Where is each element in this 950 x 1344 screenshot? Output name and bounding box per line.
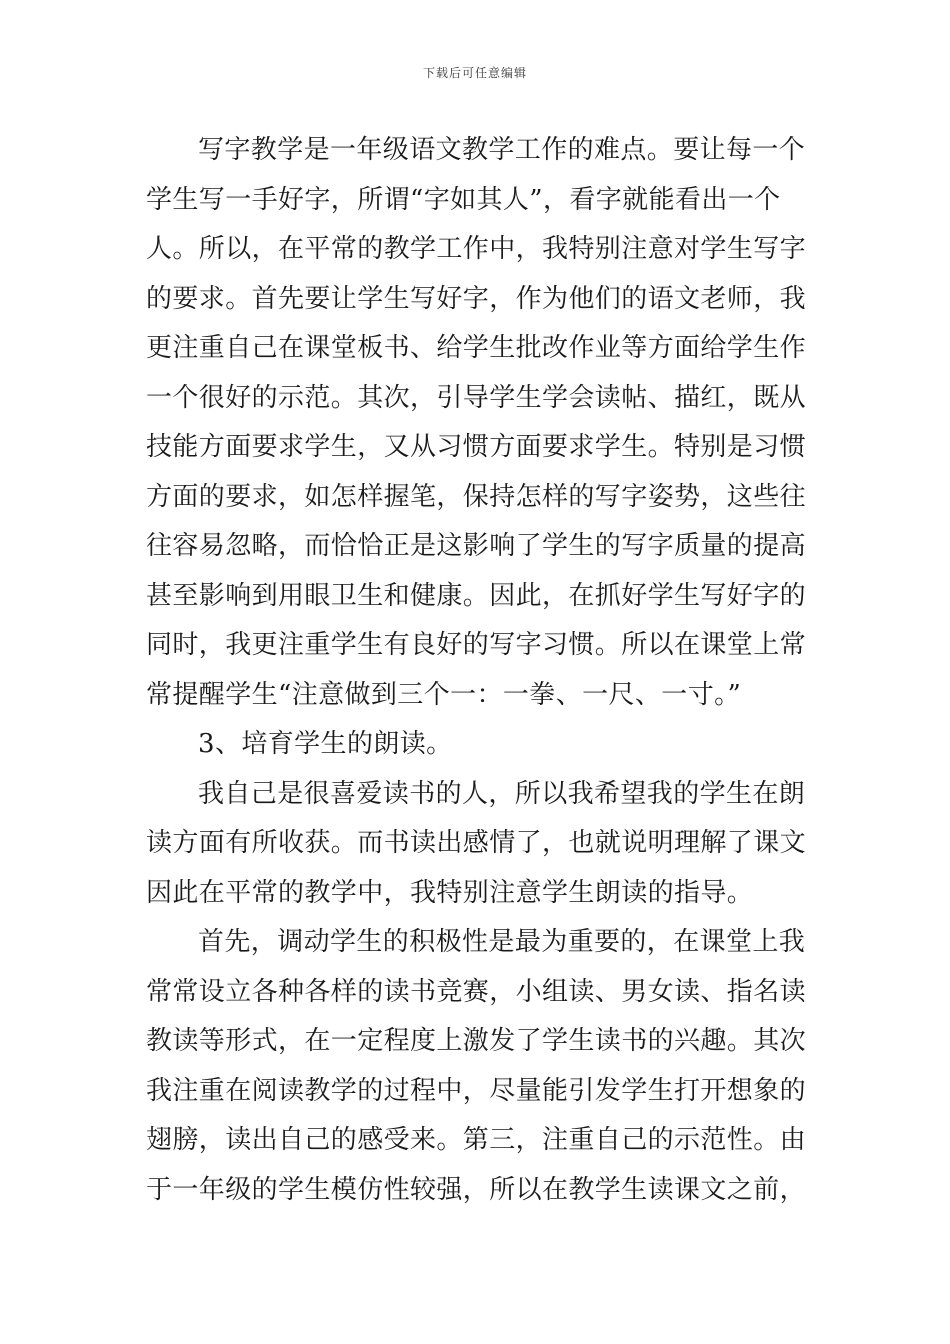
paragraph-line: 于一年级的学生模仿性较强，所以在教学生读课文之前，: [146, 1174, 807, 1205]
paragraph-line: 常提醒学生“注意做到三个一：一拳、一尺、一寸。”: [146, 679, 742, 710]
paragraph-line: 的要求。首先要让学生写好字，作为他们的语文老师，我: [146, 283, 807, 314]
section-heading: 3、培育学生的朗读。: [198, 729, 453, 759]
paragraph-line: 读方面有所收获。而书读出感情了，也就说明理解了课文: [146, 828, 807, 858]
paragraph-line: 同时，我更注重学生有良好的写字习惯。所以在课堂上常: [146, 630, 807, 660]
paragraph-line: 方面的要求，如怎样握笔，保持怎样的写字姿势，这些往: [146, 481, 807, 512]
paragraph-line: 甚至影响到用眼卫生和健康。因此，在抓好学生写好字的: [146, 580, 807, 611]
paragraph-line: 学生写一手好字，所谓“字如其人”，看字就能看出一个: [146, 184, 781, 215]
paragraph-line: 写字教学是一年级语文教学工作的难点。要让每一个: [198, 135, 806, 165]
paragraph-line: 人。所以，在平常的教学工作中，我特别注意对学生写字: [146, 234, 807, 264]
paragraph-line: 翅膀，读出自己的感受来。第三，注重自己的示范性。由: [146, 1125, 807, 1155]
paragraph-line: 我自己是很喜爱读书的人，所以我希望我的学生在朗: [198, 778, 806, 809]
paragraph-line: 更注重自己在课堂板书、给学生批改作业等方面给学生作: [146, 333, 807, 363]
body-text: [146, 126, 808, 1215]
paragraph-line: 常常设立各种各样的读书竞赛，小组读、男女读、指名读: [146, 976, 807, 1007]
paragraph-line: 因此在平常的教学中，我特别注意学生朗读的指导。: [146, 877, 754, 908]
paragraph-line: 我注重在阅读教学的过程中，尽量能引发学生打开想象的: [146, 1075, 807, 1106]
paragraph-line: 一个很好的示范。其次，引导学生学会读帖、描红，既从: [146, 382, 807, 413]
paragraph-line: 技能方面要求学生，又从习惯方面要求学生。特别是习惯: [146, 432, 807, 462]
header-note: 下载后可任意编辑: [422, 66, 527, 80]
paragraph-line: 往容易忽略，而恰恰正是这影响了学生的写字质量的提高: [146, 531, 807, 561]
paragraph-line: 教读等形式，在一定程度上激发了学生读书的兴趣。其次: [146, 1026, 807, 1056]
paragraph-line: 首先，调动学生的积极性是最为重要的，在课堂上我: [198, 927, 806, 957]
